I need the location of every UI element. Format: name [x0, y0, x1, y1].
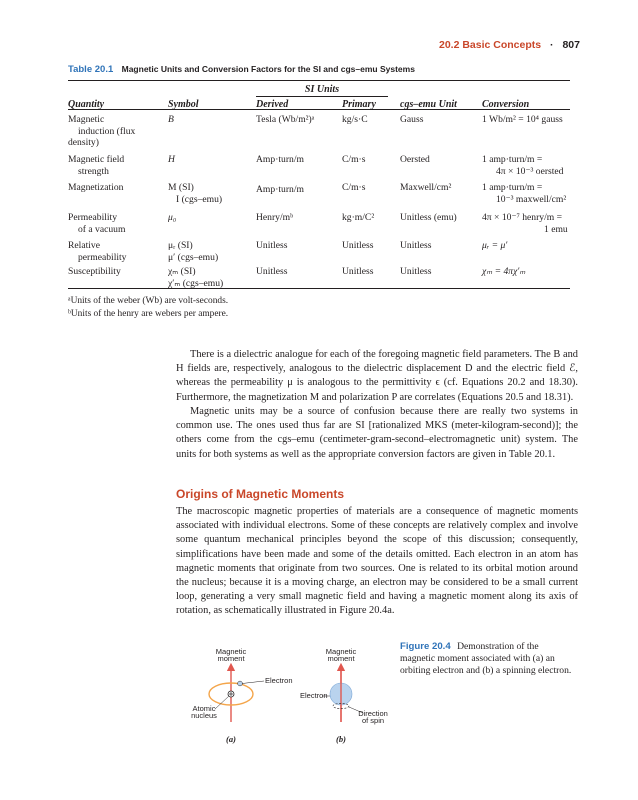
row-5-derived: Unitless	[256, 266, 288, 277]
col-header-cgs-emu: cgs–emu Unit	[400, 99, 457, 110]
row-2-conversion: 1 amp·turn/m = 10⁻³ maxwell/cm²	[482, 182, 567, 205]
row-1-symbol: H	[168, 154, 175, 165]
label-direction-of-spin-2: of spin	[361, 716, 385, 725]
row-4-primary: Unitless	[342, 240, 374, 251]
si-units-header: SI Units	[304, 84, 340, 95]
row-3-cgs: Unitless (emu)	[400, 212, 457, 223]
page-number: 807	[562, 39, 580, 51]
col-header-derived: Derived	[256, 99, 289, 110]
row-1-primary: C/m·s	[342, 154, 366, 165]
table-caption	[68, 64, 415, 75]
row-0-derived: Tesla (Wb/m²)ᵃ	[256, 114, 315, 125]
row-5-cgs: Unitless	[400, 266, 432, 277]
row-5-conversion: χₘ = 4πχ′ₘ	[482, 266, 526, 277]
row-5-primary: Unitless	[342, 266, 374, 277]
table-label: Table 20.1	[68, 64, 114, 75]
row-3-conversion: 4π × 10⁻⁷ henry/m = 1 emu	[482, 212, 568, 235]
row-3-quantity: Permeability of a vacuum	[68, 212, 126, 235]
figure-diagram	[191, 640, 395, 748]
col-header-symbol: Symbol	[168, 99, 199, 110]
paragraph-1: There is a dielectric analogue for each of the foregoing magnetic field parameters. The B and H fields are, respectively, analogous to the dielectric displacement D and the electric field ℰ, whereas the permeability μ is analogous to the permittivity ϵ (cf. Equations 20.2 and 18.30). Furthermore, the magnetization M and polarization P are correlates (Equations 20.5 and 18.31).	[176, 349, 578, 403]
row-0-quantity: Magnetic induction (flux density)	[68, 114, 136, 148]
footnote-b: ᵇUnits of the henry are webers per ampere.	[68, 309, 229, 319]
paragraph-2: Magnetic units may be a source of confusion because there are really two systems in common use. The ones used thus far are SI [rationalized MKS (meter-kilogram-second)]; the others come from the cgs–emu (centimeter-gram-second–electromagnetic unit) system. The units for both systems as well as the appropriate conversion factors are given in Table 20.1.	[176, 406, 578, 460]
label-atomic-nucleus-1: Atomic	[192, 704, 216, 713]
label-atomic-nucleus-2: nucleus	[191, 711, 217, 720]
row-0-conversion: 1 Wb/m² = 10⁴ gauss	[482, 114, 563, 125]
paragraph-3: The macroscopic magnetic properties of materials are a consequence of magnetic moments associated with individual electrons. Some of these concepts are relatively complex and involve some quantum mechanical principles beyond the scope of this discussion; consequently, simplifications have been made and some of the details omitted. Each electron in an atom has magnetic moments that originate from two sources. One is related to its orbital motion around the nucleus; because it is a moving charge, an electron may be considered to be a small current loop, generating a very small magnetic field and having a magnetic moment along its axis of rotation, as schematically illustrated in Figure 20.4a.	[176, 506, 578, 617]
row-0-cgs: Gauss	[400, 114, 424, 125]
row-4-quantity: Relative permeability	[68, 240, 127, 263]
table-header-rule	[68, 109, 570, 110]
table-bottom-rule	[68, 288, 570, 289]
label-magnetic-moment-b-2: moment	[327, 654, 355, 663]
row-0-symbol: B	[168, 114, 174, 125]
label-magnetic-moment-a-1: Magnetic	[215, 647, 247, 656]
row-4-symbol: μᵣ (SI) μ′ (cgs–emu)	[168, 240, 219, 263]
row-5-symbol: χₘ (SI) χ′ₘ (cgs–emu)	[168, 266, 224, 289]
col-header-primary: Primary	[342, 99, 376, 110]
row-1-quantity: Magnetic field strength	[68, 154, 125, 177]
row-2-cgs: Maxwell/cm²	[400, 182, 452, 193]
row-1-cgs: Oersted	[400, 154, 430, 165]
label-magnetic-moment-b-1: Magnetic	[325, 647, 357, 656]
section-title: 20.2 Basic Concepts	[438, 39, 542, 51]
row-0-primary: kg/s·C	[342, 114, 368, 125]
orbiting-electron-icon	[238, 681, 243, 686]
running-head	[439, 39, 580, 51]
footnote-a: ᵃUnits of the weber (Wb) are volt-seconds.	[68, 296, 229, 306]
col-header-quantity: Quantity	[68, 99, 105, 110]
row-3-primary: kg·m/C²	[342, 212, 375, 223]
label-electron-b: Electron	[300, 691, 328, 700]
row-1-conversion: 1 amp·turn/m = 4π × 10⁻³ oersted	[482, 154, 564, 177]
label-part-a: (a)	[226, 734, 236, 744]
row-2-primary: C/m·s	[342, 182, 366, 193]
table-title: Magnetic Units and Conversion Factors for the SI and cgs–emu Systems	[121, 64, 415, 74]
section-heading: Origins of Magnetic Moments	[176, 487, 345, 501]
si-units-rule	[256, 96, 388, 97]
col-header-conversion: Conversion	[482, 99, 530, 110]
row-1-derived: Amp·turn/m	[256, 154, 304, 165]
label-magnetic-moment-a-2: moment	[217, 654, 245, 663]
row-4-derived: Unitless	[256, 240, 288, 251]
row-4-cgs: Unitless	[400, 240, 432, 251]
figure-caption	[400, 641, 575, 677]
row-4-conversion: μᵣ = μ′	[482, 240, 508, 251]
row-5-quantity: Susceptibility	[68, 266, 121, 277]
separator: ·	[550, 39, 554, 51]
figure-caption-text: Demonstration of the magnetic moment associated with (a) an orbiting electron and (b) a spinning electron.	[400, 641, 572, 676]
figure-label: Figure 20.4	[400, 641, 451, 652]
label-direction-of-spin-1: Direction	[358, 709, 388, 718]
row-2-symbol: M (SI) I (cgs–emu)	[168, 182, 223, 205]
row-2-quantity: Magnetization	[68, 182, 124, 193]
row-3-derived: Henry/mᵇ	[256, 212, 294, 223]
table-top-rule	[68, 80, 570, 81]
label-electron-a: Electron	[265, 676, 293, 685]
row-2-derived: Amp·turn/m	[256, 184, 304, 195]
label-part-b: (b)	[336, 734, 346, 744]
row-3-symbol: μ₀	[168, 212, 177, 223]
